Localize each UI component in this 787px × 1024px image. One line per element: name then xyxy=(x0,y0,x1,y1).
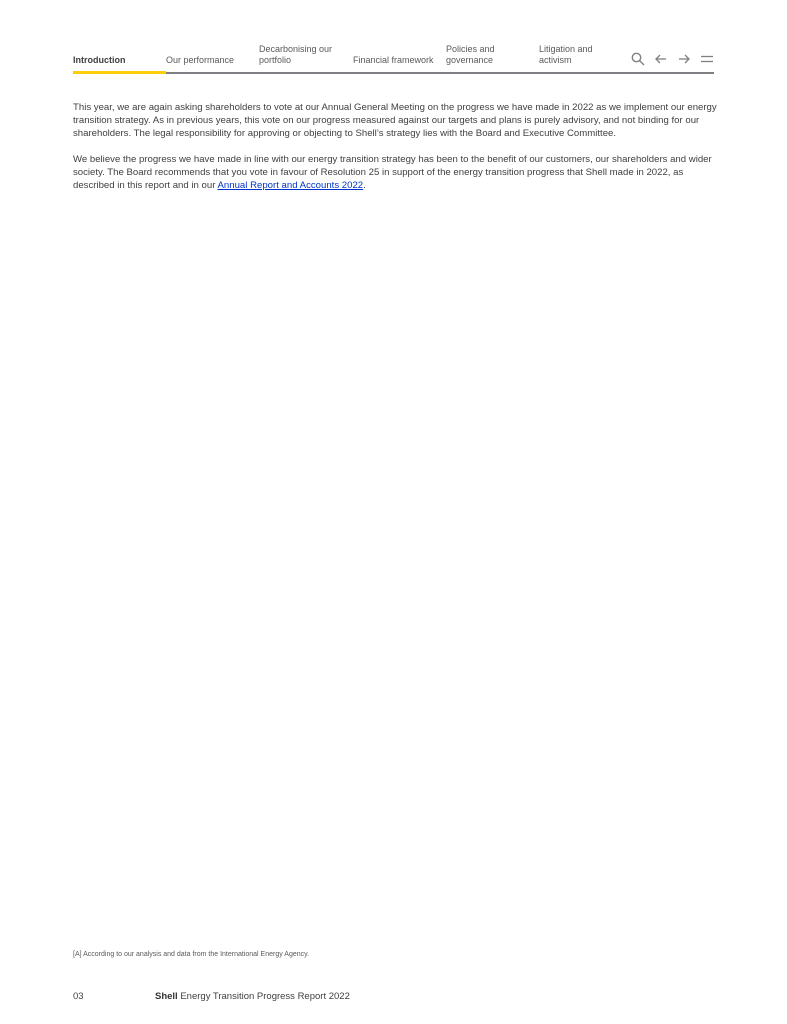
nav-icon-group xyxy=(631,52,714,66)
arrow-left-icon[interactable] xyxy=(654,52,668,66)
nav-item-litigation-activism[interactable]: Litigation and activism xyxy=(539,44,593,65)
nav-item-financial-framework[interactable]: Financial framework xyxy=(353,55,434,65)
active-tab-indicator xyxy=(73,71,166,74)
arrow-right-icon[interactable] xyxy=(677,52,691,66)
menu-icon[interactable] xyxy=(700,52,714,66)
footnote: [A] According to our analysis and data from the International Energy Agency. xyxy=(73,951,310,958)
report-title: Energy Transition Progress Report 2022 xyxy=(180,991,350,1002)
nav-item-our-performance[interactable]: Our performance xyxy=(166,55,235,65)
nav-divider xyxy=(73,72,714,74)
brand-name: Shell xyxy=(155,991,178,1002)
nav-item-introduction[interactable]: Introduction xyxy=(73,55,126,65)
top-navigation xyxy=(73,40,714,74)
page-number: 03 xyxy=(73,991,84,1002)
paragraph-end: . xyxy=(363,180,366,191)
footer-title xyxy=(155,991,350,1002)
nav-item-policies-governance[interactable]: Policies and governance xyxy=(446,44,495,65)
nav-item-decarbonising-portfolio[interactable]: Decarbonising our portfolio xyxy=(259,44,333,65)
search-icon[interactable] xyxy=(631,52,645,66)
main-content xyxy=(73,101,718,205)
paragraph xyxy=(73,153,718,192)
paragraph-text: We believe the progress we have made in line with our energy transition strategy has been to the benefit of our customers, our shareholders and wider society. The Board recommends that you vote in favour of Resolution 25 in support of the energy transition progress that Shell made in 2022, as described in this report and in our xyxy=(73,154,712,191)
annual-report-link[interactable]: Annual Report and Accounts 2022 xyxy=(217,180,364,191)
paragraph: This year, we are again asking shareholders to vote at our Annual General Meeting on the progress we have made in 2022 as we implement our energy transition strategy. As in previous years, this vote on our progress measured against our targets and plans is purely advisory, and not binding for our shareholders. The legal responsibility for approving or objecting to Shell’s strategy lies with the Board and Executive Committee. xyxy=(73,102,717,139)
